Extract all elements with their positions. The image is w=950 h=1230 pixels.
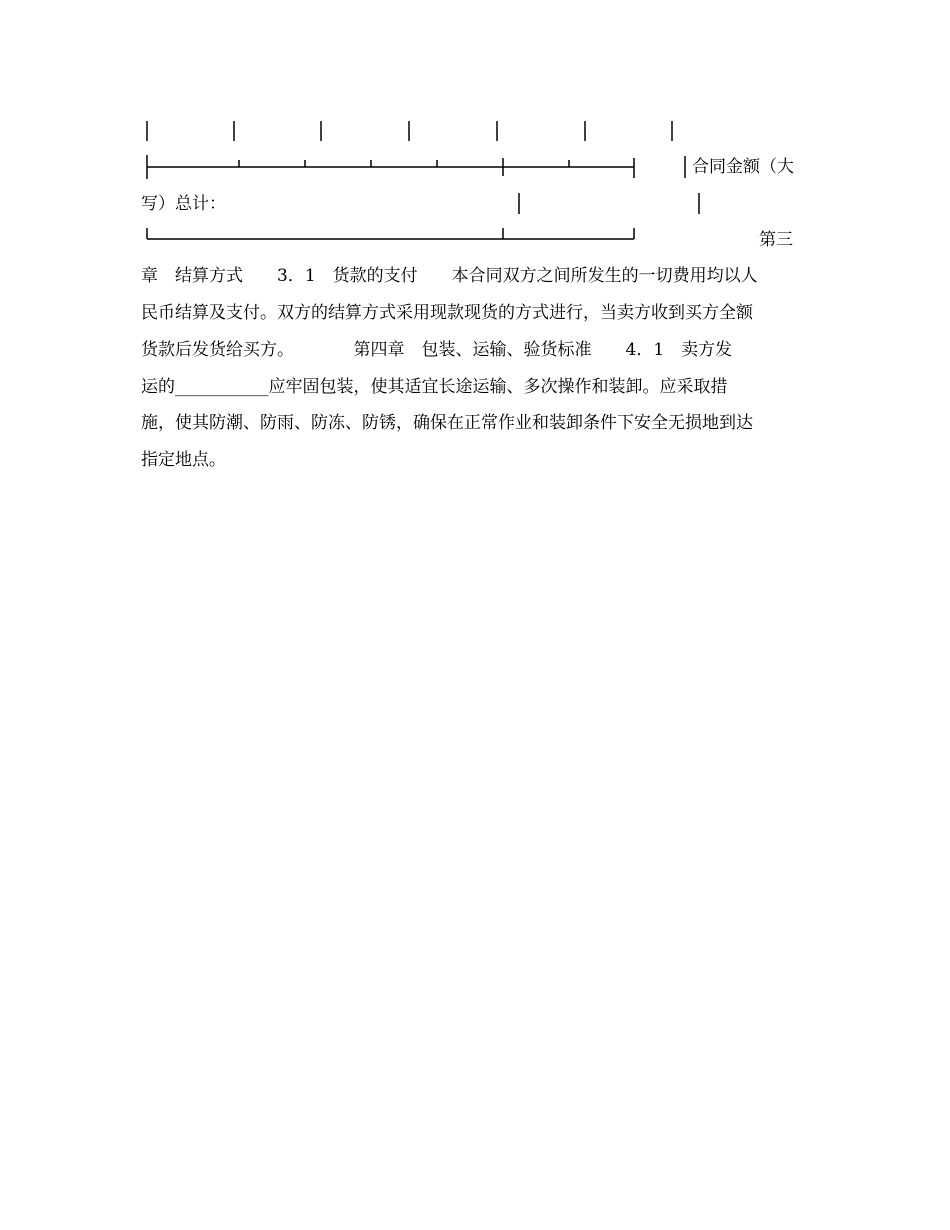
body-line-3: 货款后发货给买方。 第四章 包装、运输、验货标准 4．1 卖方发: [141, 340, 733, 360]
chapter3-heading-prefix: 第三: [759, 230, 793, 250]
contract-amount-label-line1: 合同金额（大: [692, 157, 794, 177]
body-line-2: 民币结算及支付。双方的结算方式采用现款现货的方式进行，当卖方收到买方全额: [141, 303, 753, 323]
body-line-1: 章 结算方式 3．1 货款的支付 本合同双方之间所发生的一切费用均以人: [141, 266, 758, 286]
body-line-6: 指定地点。: [141, 450, 226, 470]
contract-amount-label-line2: 写）总计：: [141, 194, 226, 214]
body-line-4: 运的___________应牢固包装，使其适宜长途运输、多次操作和装卸。应采取措: [141, 377, 728, 397]
body-line-5: 施，使其防潮、防雨、防冻、防锈，确保在正常作业和装卸条件下安全无损地到达: [141, 413, 753, 433]
